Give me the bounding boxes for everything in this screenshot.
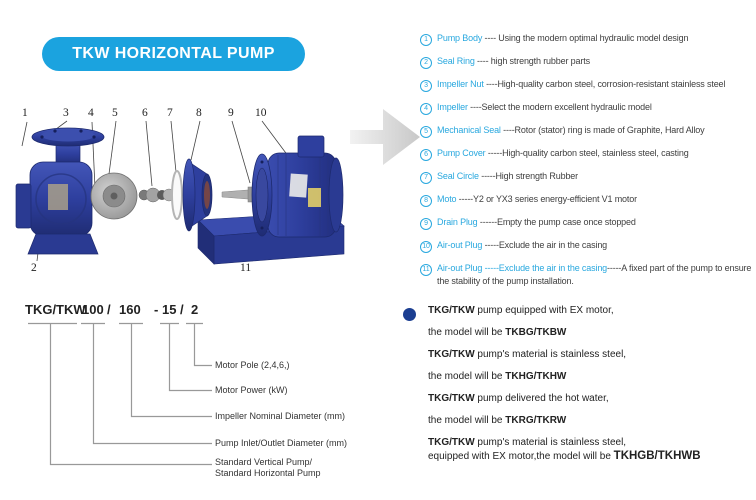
pump-body xyxy=(16,128,104,254)
note-lead: TKG/TKW xyxy=(428,393,475,404)
nomenclature-label-motor-power: Motor Power (kW) xyxy=(215,385,288,395)
note-text: the model will be xyxy=(428,415,506,426)
part-name: Impeller Nut xyxy=(437,79,484,89)
page-title-banner xyxy=(42,37,305,71)
parts-list-item xyxy=(420,79,756,92)
seal-circle xyxy=(172,171,182,219)
part-name: Impeller xyxy=(437,102,468,112)
note-line xyxy=(428,305,748,317)
note-text: pump's material is stainless steel, xyxy=(474,349,627,360)
diagram-callout: 4 xyxy=(88,107,94,119)
part-description: ----Select the modern excellent hydraulic model xyxy=(467,102,652,112)
note xyxy=(428,305,748,339)
part-name: Seal Ring xyxy=(437,56,475,66)
model-code: TKHGB/TKHWB xyxy=(613,450,701,462)
note-line xyxy=(428,327,748,339)
part-name: Seal Circle xyxy=(437,171,479,181)
diagram-callout: 3 xyxy=(63,107,69,119)
pump-type-line2: Standard Horizontal Pump xyxy=(215,468,321,478)
model-code: TKRG/TKRW xyxy=(505,415,567,426)
circled-number: 10 xyxy=(420,241,432,253)
circled-number: 11 xyxy=(420,264,432,276)
part-description: ----Rotor (stator) ring is made of Graphite, Hard Alloy xyxy=(500,125,705,135)
part-name: Pump Cover xyxy=(437,148,486,158)
nomenclature-label-motor-pole: Motor Pole (2,4,6,) xyxy=(215,360,290,370)
transition-arrow-icon xyxy=(348,102,423,177)
exploded-pump-diagram xyxy=(10,100,355,285)
motor xyxy=(252,136,343,237)
part-name: Moto xyxy=(437,194,457,204)
model-code-segment: 160 xyxy=(119,302,141,317)
circled-number: 3 xyxy=(420,80,432,92)
parts-list xyxy=(420,33,756,297)
parts-list-item xyxy=(420,56,756,69)
note-text: the model will be xyxy=(428,327,506,338)
circled-number: 9 xyxy=(420,218,432,230)
part-description: -----Exclude the air in the casing xyxy=(482,240,608,250)
note-line xyxy=(428,415,748,427)
part-description: ----High-quality carbon steel, corrosion-resistant stainless steel xyxy=(483,79,726,89)
diagram-callout: 6 xyxy=(142,107,148,119)
diagram-callout: 9 xyxy=(228,107,234,119)
circled-number: 4 xyxy=(420,103,432,115)
parts-list-item xyxy=(420,171,756,184)
note-text: pump's material is stainless steel, xyxy=(474,437,627,448)
circled-number: 5 xyxy=(420,126,432,138)
parts-list-item xyxy=(420,194,756,207)
model-code-separator: / xyxy=(107,302,111,317)
circled-number: 7 xyxy=(420,172,432,184)
note xyxy=(428,349,748,383)
parts-list-item xyxy=(420,217,756,230)
circled-number: 8 xyxy=(420,195,432,207)
parts-list-item xyxy=(420,33,756,46)
part-description: -----Y2 or YX3 series energy-efficient V1 motor xyxy=(456,194,637,204)
diagram-callout: 10 xyxy=(255,107,267,119)
impeller xyxy=(91,173,137,219)
part-name: Air-out Plug xyxy=(437,240,483,250)
model-variant-notes xyxy=(428,305,748,464)
note xyxy=(428,393,748,427)
diagram-callout: 2 xyxy=(31,262,37,274)
model-code-segment: TKG/TKW xyxy=(25,302,86,317)
parts-list-item xyxy=(420,125,756,138)
model-code-segment: 2 xyxy=(191,302,199,317)
note-line xyxy=(428,349,748,361)
model-code-segment: 100 xyxy=(82,302,104,317)
note-lead: TKG/TKW xyxy=(428,437,475,448)
note-text: the model will be xyxy=(428,371,506,382)
model-code-separator: - xyxy=(154,302,159,317)
note-line xyxy=(428,450,748,463)
diagram-callout: 5 xyxy=(112,107,118,119)
part-description: -----A fixed part of the pump to ensure the stability of the pump installation. xyxy=(437,263,752,286)
motor-shaft xyxy=(222,187,256,202)
parts-list-item xyxy=(420,263,756,287)
bullet-circle-icon xyxy=(403,308,416,321)
note-lead: TKG/TKW xyxy=(428,305,475,316)
diagram-callout: 11 xyxy=(240,262,252,274)
circled-number: 1 xyxy=(420,34,432,46)
part-description: ---- high strength rubber parts xyxy=(474,56,590,66)
part-name: Mechanical Seal xyxy=(437,125,501,135)
circled-number: 6 xyxy=(420,149,432,161)
pump-type-line1: Standard Vertical Pump/ xyxy=(215,457,313,467)
model-code-separator: / xyxy=(180,302,184,317)
parts-list-item xyxy=(420,240,756,253)
part-description: -----High-quality carbon steel, stainless steel, casting xyxy=(485,148,689,158)
note-text: pump delivered the hot water, xyxy=(474,393,609,404)
nomenclature-label-impeller-diameter: Impeller Nominal Diameter (mm) xyxy=(215,411,346,421)
note-line xyxy=(428,393,748,405)
note-line xyxy=(428,371,748,383)
pump-illustration xyxy=(10,100,355,285)
part-name: Pump Body xyxy=(437,33,483,43)
part-name: Drain Plug xyxy=(437,217,478,227)
note xyxy=(428,437,748,463)
diagram-callout: 7 xyxy=(167,107,173,119)
parts-list-item xyxy=(420,102,756,115)
model-code-segment: 15 xyxy=(162,302,177,317)
nomenclature-label-pump-type xyxy=(215,457,321,479)
model-code: TKHG/TKHW xyxy=(505,371,567,382)
page-title: TKW HORIZONTAL PUMP xyxy=(72,45,275,62)
part-name: Air-out Plug -----Exclude the air in the casing xyxy=(437,263,608,273)
circled-number: 2 xyxy=(420,57,432,69)
note-text: pump equipped with EX motor, xyxy=(474,305,614,316)
diagram-callout: 1 xyxy=(22,107,28,119)
model-code: TKBG/TKBW xyxy=(505,327,567,338)
parts-list-item xyxy=(420,148,756,161)
part-description: ------Empty the pump case once stopped xyxy=(477,217,636,227)
note-text: equipped with EX motor,the model will be xyxy=(428,451,614,462)
mechanical-seal xyxy=(139,188,175,202)
diagram-callout: 8 xyxy=(196,107,202,119)
note-line xyxy=(428,437,748,449)
part-description: -----High strength Rubber xyxy=(478,171,579,181)
nomenclature-label-inlet-outlet: Pump Inlet/Outlet Diameter (mm) xyxy=(215,438,348,448)
note-lead: TKG/TKW xyxy=(428,349,475,360)
part-description: ---- Using the modern optimal hydraulic model design xyxy=(482,33,689,43)
